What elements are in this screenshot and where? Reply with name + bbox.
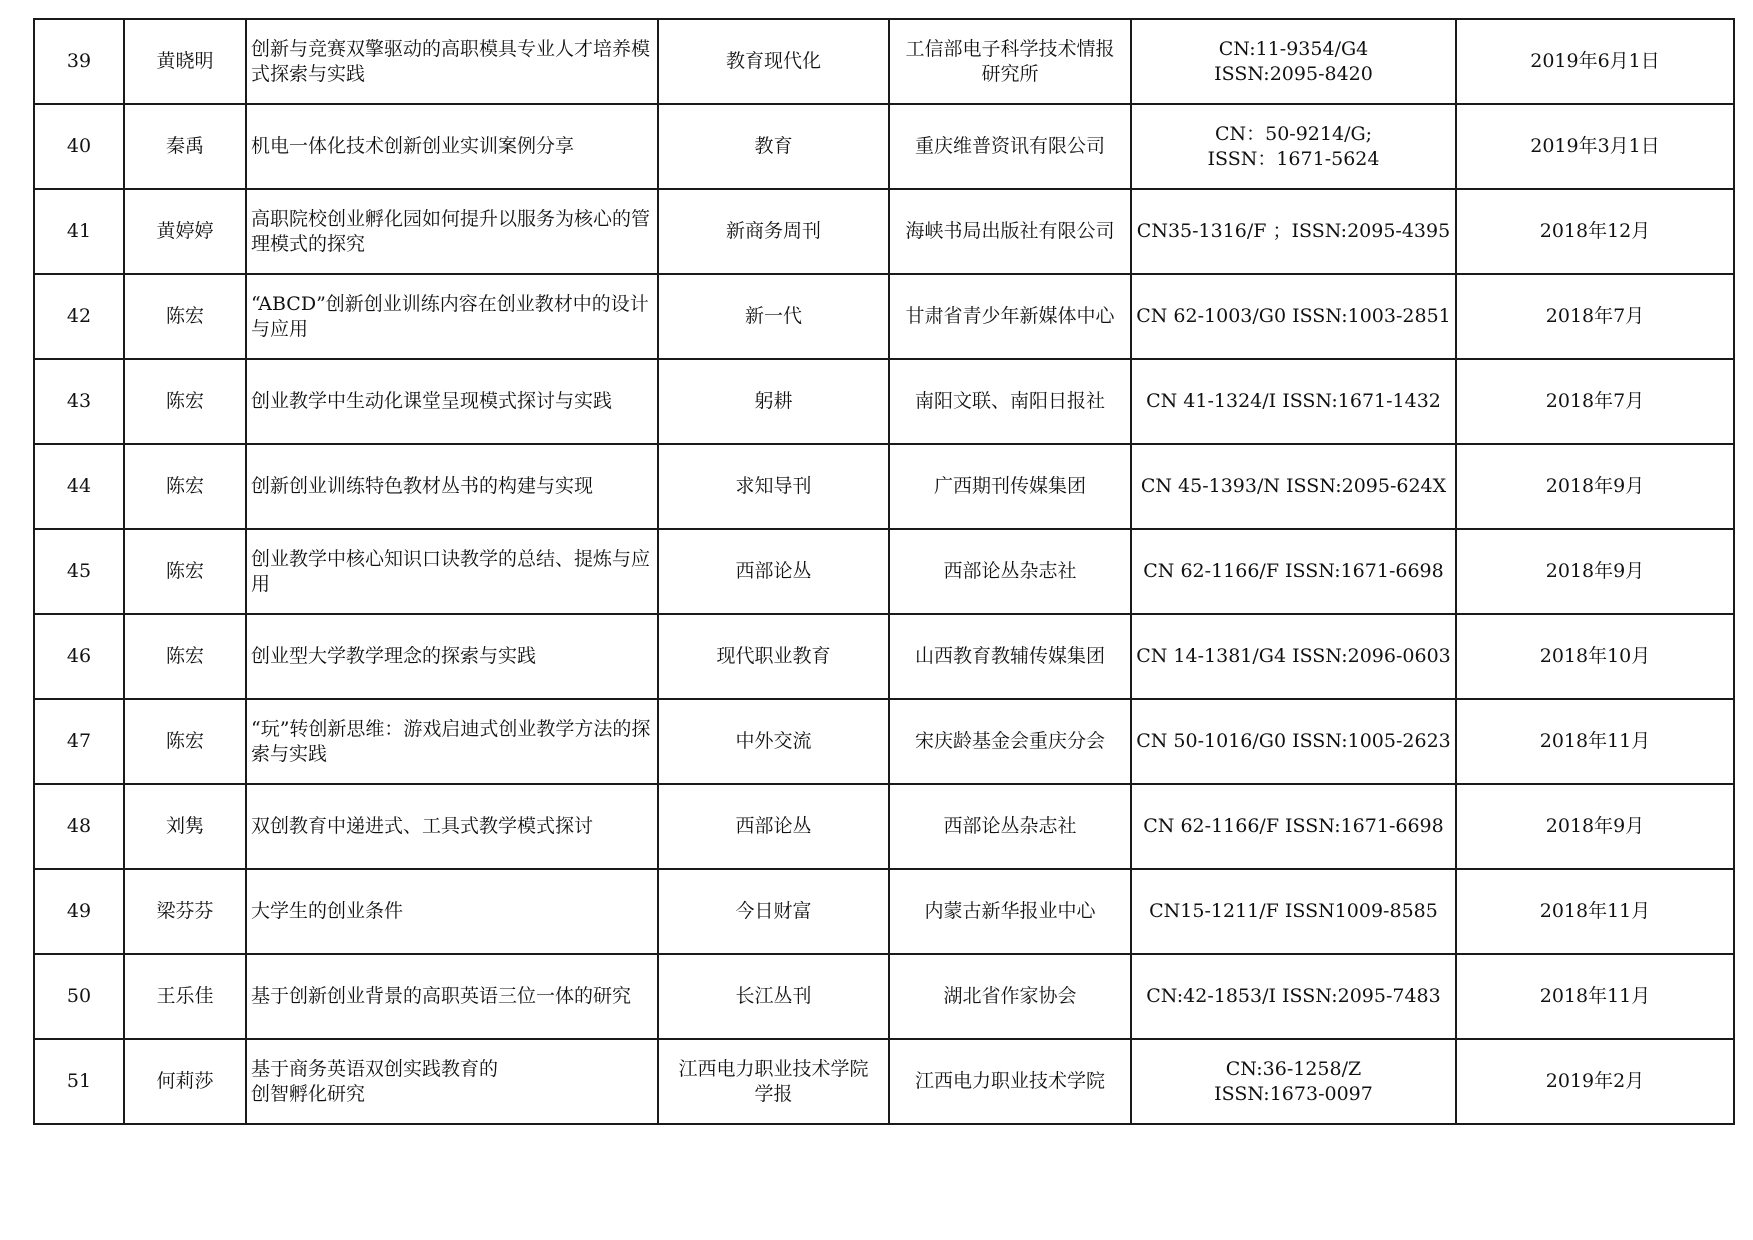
cell-issn: [1131, 614, 1456, 699]
cell-title: [246, 784, 658, 869]
cell-number-text: 43: [66, 390, 92, 412]
cell-date-text: 2018年12月: [1539, 220, 1651, 242]
cell-date: [1456, 444, 1734, 529]
cell-author: [124, 444, 246, 529]
cell-number: [34, 274, 124, 359]
cell-issn: [1131, 359, 1456, 444]
cell-publisher-text: 海峡书局出版社有限公司: [905, 220, 1115, 242]
cell-number: [34, 529, 124, 614]
cell-journal: [658, 954, 889, 1039]
table-row: [34, 104, 1734, 189]
cell-author: [124, 359, 246, 444]
cell-title: [246, 444, 658, 529]
cell-journal-text: 江西电力职业技术学院 学报: [678, 1057, 869, 1105]
cell-title-text: “玩”转创新思维：游戏启迪式创业教学方法的探索与实践: [251, 717, 651, 765]
cell-number-text: 47: [66, 730, 92, 752]
cell-journal: [658, 274, 889, 359]
cell-journal-text: 新一代: [744, 305, 802, 327]
table-row: [34, 784, 1734, 869]
cell-journal-text: 求知导刊: [735, 475, 812, 497]
cell-journal: [658, 444, 889, 529]
cell-publisher: [889, 359, 1131, 444]
cell-date-text: 2018年9月: [1545, 475, 1645, 497]
cell-author: [124, 274, 246, 359]
cell-title-text: 创业教学中核心知识口诀教学的总结、提炼与应用: [251, 547, 651, 595]
cell-journal-text: 躬耕: [754, 390, 793, 412]
cell-author: [124, 1039, 246, 1124]
cell-title-text: 高职院校创业孵化园如何提升以服务为核心的管理模式的探究: [251, 207, 651, 255]
cell-number-text: 48: [66, 815, 92, 837]
cell-author-text: 陈宏: [165, 390, 204, 412]
cell-author: [124, 699, 246, 784]
cell-number-text: 51: [66, 1070, 92, 1092]
cell-title: [246, 359, 658, 444]
cell-date-text: 2019年2月: [1545, 1070, 1645, 1092]
cell-journal: [658, 1039, 889, 1124]
cell-issn-text: CN：50-9214/G; ISSN：1671-5624: [1207, 122, 1380, 170]
cell-journal: [658, 19, 889, 104]
cell-issn-text: CN 62-1166/F ISSN:1671-6698: [1143, 815, 1444, 837]
cell-number: [34, 104, 124, 189]
cell-author-text: 黄晓明: [156, 50, 214, 72]
cell-issn-text: CN:36-1258/Z ISSN:1673-0097: [1214, 1057, 1373, 1105]
cell-number-text: 46: [66, 645, 92, 667]
cell-title-text: 创业教学中生动化课堂呈现模式探讨与实践: [251, 390, 613, 412]
table-row: [34, 1039, 1734, 1124]
cell-journal-text: 教育: [754, 135, 793, 157]
cell-date-text: 2018年9月: [1545, 815, 1645, 837]
cell-issn-text: CN 45-1393/N ISSN:2095-624X: [1140, 475, 1447, 497]
cell-author: [124, 869, 246, 954]
cell-journal-text: 教育现代化: [725, 50, 821, 72]
cell-author-text: 陈宏: [165, 560, 204, 582]
cell-title-text: 基于商务英语双创实践教育的 创智孵化研究: [251, 1057, 499, 1105]
cell-author-text: 陈宏: [165, 475, 204, 497]
cell-author-text: 何莉莎: [156, 1070, 214, 1092]
table-body: [34, 19, 1734, 1124]
table-row: [34, 189, 1734, 274]
cell-issn: [1131, 784, 1456, 869]
cell-date: [1456, 699, 1734, 784]
cell-date-text: 2018年7月: [1545, 390, 1645, 412]
cell-number: [34, 359, 124, 444]
cell-issn: [1131, 19, 1456, 104]
cell-title: [246, 699, 658, 784]
cell-issn-text: CN 14-1381/G4 ISSN:2096-0603: [1136, 645, 1451, 667]
cell-date-text: 2018年11月: [1539, 985, 1651, 1007]
cell-issn: [1131, 699, 1456, 784]
cell-author-text: 王乐佳: [156, 985, 214, 1007]
cell-title-text: “ABCD”创新创业训练内容在创业教材中的设计与应用: [251, 292, 649, 340]
cell-publisher: [889, 189, 1131, 274]
table-row: [34, 869, 1734, 954]
table-row: [34, 19, 1734, 104]
publications-table: [33, 18, 1735, 1125]
cell-date-text: 2018年10月: [1539, 645, 1651, 667]
cell-title: [246, 869, 658, 954]
cell-number-text: 45: [66, 560, 92, 582]
cell-date: [1456, 954, 1734, 1039]
cell-title-text: 机电一体化技术创新创业实训案例分享: [251, 135, 575, 157]
cell-date-text: 2019年3月1日: [1530, 135, 1660, 157]
cell-number: [34, 614, 124, 699]
cell-issn: [1131, 869, 1456, 954]
cell-publisher-text: 湖北省作家协会: [943, 985, 1077, 1007]
cell-publisher: [889, 614, 1131, 699]
cell-number: [34, 1039, 124, 1124]
cell-journal: [658, 699, 889, 784]
cell-title: [246, 954, 658, 1039]
cell-date-text: 2018年7月: [1545, 305, 1645, 327]
cell-number-text: 41: [66, 220, 92, 242]
cell-publisher-text: 南阳文联、南阳日报社: [914, 390, 1105, 412]
cell-issn-text: CN 50-1016/G0 ISSN:1005-2623: [1136, 730, 1451, 752]
cell-title-text: 基于创新创业背景的高职英语三位一体的研究: [251, 985, 632, 1007]
cell-number-text: 49: [66, 900, 92, 922]
cell-journal-text: 西部论丛: [735, 815, 812, 837]
table-row: [34, 444, 1734, 529]
cell-issn-text: CN15-1211/F ISSN1009-8585: [1149, 900, 1438, 922]
cell-number-text: 42: [66, 305, 92, 327]
cell-title: [246, 614, 658, 699]
cell-number: [34, 444, 124, 529]
cell-title: [246, 189, 658, 274]
cell-journal: [658, 614, 889, 699]
cell-issn: [1131, 529, 1456, 614]
cell-journal: [658, 359, 889, 444]
cell-number: [34, 19, 124, 104]
cell-number-text: 40: [66, 135, 92, 157]
cell-journal: [658, 869, 889, 954]
cell-date: [1456, 614, 1734, 699]
cell-title: [246, 274, 658, 359]
cell-journal-text: 中外交流: [735, 730, 812, 752]
cell-publisher: [889, 954, 1131, 1039]
cell-title-text: 创新与竞赛双擎驱动的高职模具专业人才培养模式探索与实践: [251, 37, 651, 85]
cell-title-text: 双创教育中递进式、工具式教学模式探讨: [251, 815, 594, 837]
cell-number: [34, 784, 124, 869]
cell-date-text: 2019年6月1日: [1530, 50, 1660, 72]
cell-author-text: 陈宏: [165, 730, 204, 752]
cell-issn-text: CN 41-1324/I ISSN:1671-1432: [1146, 390, 1441, 412]
cell-publisher: [889, 104, 1131, 189]
cell-author-text: 梁芬芬: [156, 900, 214, 922]
cell-journal: [658, 784, 889, 869]
cell-number: [34, 699, 124, 784]
cell-author: [124, 529, 246, 614]
cell-publisher-text: 工信部电子科学技术情报 研究所: [905, 37, 1115, 85]
cell-issn: [1131, 104, 1456, 189]
cell-publisher: [889, 444, 1131, 529]
cell-journal: [658, 529, 889, 614]
cell-date: [1456, 359, 1734, 444]
cell-publisher-text: 甘肃省青少年新媒体中心: [905, 305, 1115, 327]
cell-publisher-text: 西部论丛杂志社: [943, 815, 1077, 837]
cell-publisher: [889, 19, 1131, 104]
cell-publisher-text: 广西期刊传媒集团: [933, 475, 1086, 497]
cell-author: [124, 614, 246, 699]
cell-date-text: 2018年9月: [1545, 560, 1645, 582]
cell-date: [1456, 104, 1734, 189]
cell-date-text: 2018年11月: [1539, 900, 1651, 922]
cell-issn-text: CN35-1316/F ；ISSN:2095-4395: [1136, 220, 1451, 242]
cell-issn: [1131, 444, 1456, 529]
cell-journal-text: 新商务周刊: [725, 220, 821, 242]
cell-author: [124, 104, 246, 189]
cell-title: [246, 104, 658, 189]
cell-number-text: 50: [66, 985, 92, 1007]
cell-publisher-text: 西部论丛杂志社: [943, 560, 1077, 582]
table-row: [34, 359, 1734, 444]
cell-number-text: 44: [66, 475, 92, 497]
cell-date: [1456, 274, 1734, 359]
cell-number-text: 39: [66, 50, 92, 72]
cell-date: [1456, 529, 1734, 614]
cell-journal-text: 西部论丛: [735, 560, 812, 582]
cell-journal-text: 现代职业教育: [716, 645, 831, 667]
cell-number: [34, 954, 124, 1039]
cell-publisher-text: 内蒙古新华报业中心: [924, 900, 1096, 922]
cell-title-text: 创新创业训练特色教材丛书的构建与实现: [251, 475, 594, 497]
cell-issn-text: CN:11-9354/G4 ISSN:2095-8420: [1214, 37, 1373, 85]
cell-author-text: 陈宏: [165, 645, 204, 667]
cell-title-text: 大学生的创业条件: [251, 900, 404, 922]
cell-publisher: [889, 869, 1131, 954]
cell-journal: [658, 104, 889, 189]
cell-issn-text: CN:42-1853/I ISSN:2095-7483: [1146, 985, 1441, 1007]
cell-publisher-text: 山西教育教辅传媒集团: [914, 645, 1105, 667]
table-row: [34, 529, 1734, 614]
table-row: [34, 274, 1734, 359]
cell-publisher-text: 宋庆龄基金会重庆分会: [914, 730, 1105, 752]
cell-date-text: 2018年11月: [1539, 730, 1651, 752]
cell-issn-text: CN 62-1003/G0 ISSN:1003-2851: [1136, 305, 1451, 327]
table-row: [34, 699, 1734, 784]
cell-title: [246, 529, 658, 614]
cell-date: [1456, 784, 1734, 869]
cell-author-text: 陈宏: [165, 305, 204, 327]
cell-publisher-text: 江西电力职业技术学院: [914, 1070, 1105, 1092]
cell-date: [1456, 869, 1734, 954]
cell-publisher-text: 重庆维普资讯有限公司: [914, 135, 1105, 157]
cell-title-text: 创业型大学教学理念的探索与实践: [251, 645, 537, 667]
cell-date: [1456, 19, 1734, 104]
table-row: [34, 954, 1734, 1039]
cell-title: [246, 1039, 658, 1124]
cell-publisher: [889, 1039, 1131, 1124]
cell-author-text: 秦禹: [165, 135, 204, 157]
cell-number: [34, 189, 124, 274]
cell-journal-text: 长江丛刊: [735, 985, 812, 1007]
cell-journal: [658, 189, 889, 274]
cell-publisher: [889, 274, 1131, 359]
cell-author: [124, 784, 246, 869]
cell-date: [1456, 1039, 1734, 1124]
cell-author: [124, 954, 246, 1039]
cell-publisher: [889, 784, 1131, 869]
cell-date: [1456, 189, 1734, 274]
cell-issn-text: CN 62-1166/F ISSN:1671-6698: [1143, 560, 1444, 582]
cell-author: [124, 189, 246, 274]
cell-author: [124, 19, 246, 104]
cell-issn: [1131, 189, 1456, 274]
cell-issn: [1131, 954, 1456, 1039]
table-row: [34, 614, 1734, 699]
cell-number: [34, 869, 124, 954]
cell-author-text: 黄婷婷: [156, 220, 214, 242]
cell-issn: [1131, 274, 1456, 359]
cell-author-text: 刘隽: [165, 815, 204, 837]
cell-publisher: [889, 529, 1131, 614]
cell-publisher: [889, 699, 1131, 784]
cell-issn: [1131, 1039, 1456, 1124]
cell-journal-text: 今日财富: [735, 900, 812, 922]
cell-title: [246, 19, 658, 104]
